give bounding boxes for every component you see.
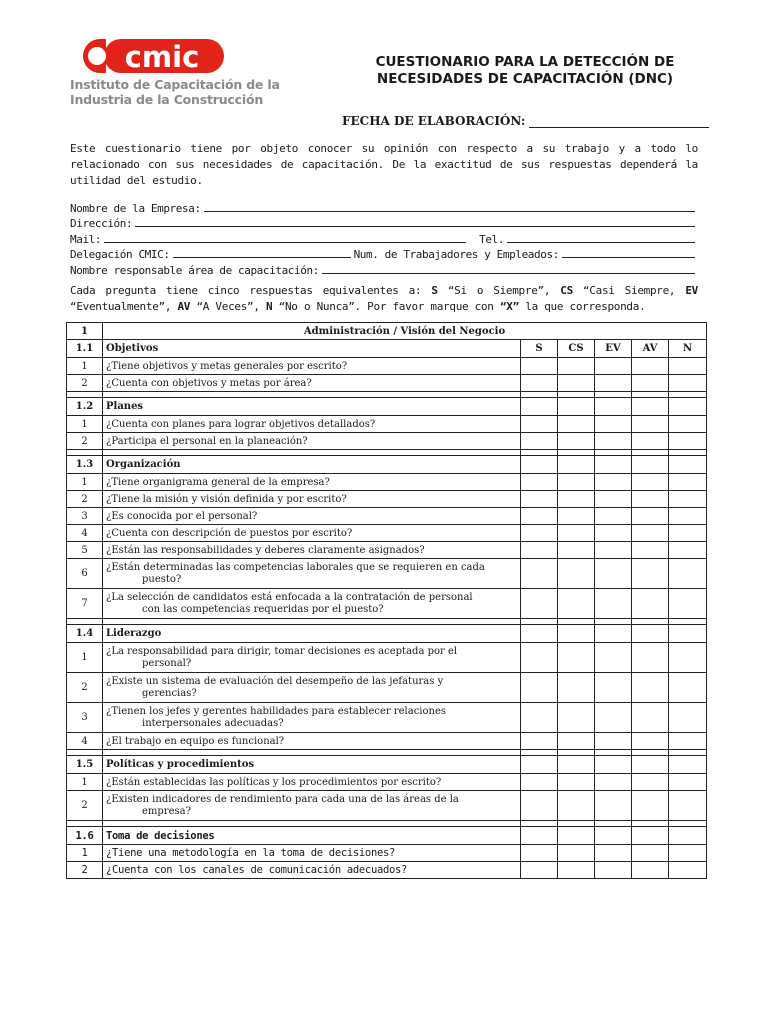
answer-cell-s[interactable]	[521, 791, 558, 821]
answer-cell-cs[interactable]	[558, 643, 595, 673]
section-label: Toma de decisiones	[103, 827, 521, 845]
question-text	[103, 416, 521, 433]
question-text-line-2: con las competencias requeridas por el puesto?	[142, 603, 384, 615]
question-text-line-1: ¿Existe un sistema de evaluación del desempeño de las jefaturas y	[106, 675, 444, 687]
answer-cell-av[interactable]	[632, 525, 669, 542]
field-responsable	[70, 261, 698, 277]
question-text	[103, 774, 521, 791]
answer-cell-av[interactable]	[632, 542, 669, 559]
answer-cell-cs[interactable]	[558, 416, 595, 433]
question-text-line-2: personal?	[142, 657, 192, 669]
question-number: 6	[67, 559, 103, 589]
option-header-cell: AV	[632, 340, 669, 358]
answer-cell-ev[interactable]	[595, 703, 632, 733]
answer-cell-av[interactable]	[632, 733, 669, 750]
answer-cell-cs[interactable]	[558, 433, 595, 450]
question-row	[67, 703, 707, 733]
fecha-label: FECHA DE ELABORACIÓN:	[342, 114, 526, 128]
answer-cell-n[interactable]	[669, 433, 707, 450]
answer-scale-instructions	[70, 283, 698, 315]
answer-cell-ev[interactable]	[595, 673, 632, 703]
answer-cell-av[interactable]	[632, 862, 669, 879]
answer-cell-cs[interactable]	[558, 559, 595, 589]
answer-cell-ev[interactable]	[595, 474, 632, 491]
field-trabajadores-line[interactable]	[562, 256, 695, 258]
title-line-2: NECESIDADES DE CAPACITACIÓN (DNC)	[376, 71, 674, 87]
field-direccion-line[interactable]	[135, 225, 695, 227]
answer-cell-ev[interactable]	[595, 774, 632, 791]
answer-cell-av[interactable]	[632, 643, 669, 673]
question-number: 4	[67, 525, 103, 542]
answer-cell-cs[interactable]	[558, 358, 595, 375]
answer-cell-ev[interactable]	[595, 525, 632, 542]
table-header-row	[67, 323, 707, 340]
answer-cell-ev[interactable]	[595, 358, 632, 375]
question-number: 1	[67, 474, 103, 491]
question-number: 1	[67, 358, 103, 375]
field-trabajadores-label: Num. de Trabajadores y Empleados:	[353, 248, 559, 261]
fecha-elaboracion	[342, 114, 709, 128]
question-number: 1	[67, 845, 103, 862]
intro-paragraph: Este cuestionario tiene por objeto conocer su opinión con respecto a su trabajo y a todo lo relacionado con sus necesidades de capacitación. De la exactitud de sus respuestas dependerá la utilidad del estudio.	[70, 142, 698, 187]
answer-cell-cs[interactable]	[558, 791, 595, 821]
answer-cell-n[interactable]	[669, 559, 707, 589]
option-header-cell: N	[669, 340, 707, 358]
answer-cell-s[interactable]	[521, 433, 558, 450]
section-header-row	[67, 456, 707, 474]
scale-av: AV	[177, 300, 191, 313]
header-title: Administración / Visión del Negocio	[103, 323, 707, 340]
answer-cell-ev[interactable]	[595, 589, 632, 619]
question-text-line-1: ¿Tiene una metodología en la toma de decisiones?	[106, 847, 396, 859]
answer-cell-av[interactable]	[632, 559, 669, 589]
question-text-line-1: ¿Tiene organigrama general de la empresa?	[106, 476, 330, 488]
section-number: 1.3	[67, 456, 103, 474]
answer-cell-n[interactable]	[669, 474, 707, 491]
question-row	[67, 589, 707, 619]
question-text	[103, 358, 521, 375]
question-row	[67, 416, 707, 433]
logo-line-1: Instituto de Capacitación de la	[70, 77, 280, 92]
answer-cell-s[interactable]	[521, 525, 558, 542]
answer-cell-ev[interactable]	[595, 416, 632, 433]
section-number: 1.2	[67, 398, 103, 416]
question-text	[103, 474, 521, 491]
answer-cell-n[interactable]	[669, 358, 707, 375]
option-header-cell	[521, 398, 558, 416]
question-number: 3	[67, 703, 103, 733]
question-text	[103, 733, 521, 750]
answer-cell-cs[interactable]	[558, 845, 595, 862]
logo-institution-name	[70, 77, 285, 107]
question-number: 5	[67, 542, 103, 559]
question-row	[67, 673, 707, 703]
section-number: 1.1	[67, 340, 103, 358]
answer-cell-cs[interactable]	[558, 375, 595, 392]
field-empresa	[70, 199, 698, 215]
answer-cell-cs[interactable]	[558, 474, 595, 491]
answer-cell-n[interactable]	[669, 542, 707, 559]
scale-end: la que corresponda.	[518, 300, 646, 313]
section-label: Objetivos	[103, 340, 521, 358]
answer-cell-n[interactable]	[669, 491, 707, 508]
question-row	[67, 375, 707, 392]
question-text	[103, 559, 521, 589]
question-row	[67, 862, 707, 879]
scale-cs-text: “Casi Siempre,	[572, 284, 686, 297]
questionnaire-body	[67, 323, 707, 879]
question-number: 2	[67, 862, 103, 879]
option-header-cell: CS	[558, 340, 595, 358]
answer-cell-s[interactable]	[521, 474, 558, 491]
question-row	[67, 525, 707, 542]
answer-cell-s[interactable]	[521, 416, 558, 433]
question-number: 1	[67, 416, 103, 433]
section-label: Planes	[103, 398, 521, 416]
answer-cell-av[interactable]	[632, 703, 669, 733]
answer-cell-ev[interactable]	[595, 862, 632, 879]
field-empresa-label: Nombre de la Empresa:	[70, 201, 201, 215]
answer-cell-cs[interactable]	[558, 703, 595, 733]
question-row	[67, 559, 707, 589]
section-header-row	[67, 756, 707, 774]
question-text	[103, 542, 521, 559]
answer-cell-s[interactable]	[521, 589, 558, 619]
option-header-cell	[521, 456, 558, 474]
option-header-cell	[669, 456, 707, 474]
field-mail-label: Mail:	[70, 232, 102, 246]
question-row	[67, 358, 707, 375]
question-text-line-1: ¿Tiene la misión y visión definida y por escrito?	[106, 493, 347, 505]
question-text	[103, 589, 521, 619]
scale-n: N	[266, 300, 273, 313]
cmic-logo	[70, 36, 285, 107]
answer-cell-s[interactable]	[521, 508, 558, 525]
option-header-cell	[632, 756, 669, 774]
answer-cell-av[interactable]	[632, 358, 669, 375]
question-number: 4	[67, 733, 103, 750]
answer-cell-s[interactable]	[521, 559, 558, 589]
page-title	[350, 54, 700, 88]
question-row	[67, 474, 707, 491]
option-header-cell	[632, 456, 669, 474]
answer-cell-s[interactable]	[521, 774, 558, 791]
option-header-cell	[558, 756, 595, 774]
option-header-cell	[521, 756, 558, 774]
question-text	[103, 791, 521, 821]
question-text-line-2: empresa?	[142, 805, 191, 817]
option-header-cell	[595, 625, 632, 643]
question-number: 2	[67, 491, 103, 508]
question-text	[103, 375, 521, 392]
option-header-cell	[558, 398, 595, 416]
answer-cell-cs[interactable]	[558, 733, 595, 750]
answer-cell-ev[interactable]	[595, 491, 632, 508]
scale-ev: EV	[685, 284, 698, 297]
header-number: 1	[67, 323, 103, 340]
answer-cell-ev[interactable]	[595, 791, 632, 821]
answer-cell-n[interactable]	[669, 375, 707, 392]
answer-cell-n[interactable]	[669, 589, 707, 619]
field-direccion-label: Dirección:	[70, 217, 133, 230]
question-text-line-1: ¿Tienen los jefes y gerentes habilidades para establecer relaciones	[106, 705, 447, 717]
question-text-line-1: ¿Cuenta con objetivos y metas por área?	[106, 377, 312, 389]
question-text-line-1: ¿Están establecidas las políticas y los procedimientos por escrito?	[106, 776, 442, 788]
answer-cell-av[interactable]	[632, 491, 669, 508]
answer-cell-cs[interactable]	[558, 508, 595, 525]
scale-ev-text: “Eventualmente”,	[70, 300, 178, 313]
field-mail-tel	[70, 230, 698, 246]
company-fields	[70, 199, 698, 277]
question-text-line-1: ¿La selección de candidatos está enfocada a la contratación de personal	[106, 591, 473, 603]
scale-x: “X”	[499, 300, 519, 313]
answer-cell-av[interactable]	[632, 375, 669, 392]
section-header-row	[67, 625, 707, 643]
field-tel-line[interactable]	[507, 241, 695, 243]
option-header-cell	[595, 756, 632, 774]
answer-cell-av[interactable]	[632, 791, 669, 821]
answer-cell-n[interactable]	[669, 733, 707, 750]
option-header-cell	[521, 625, 558, 643]
question-text-line-1: ¿Cuenta con los canales de comunicación adecuados?	[106, 864, 408, 876]
answer-cell-ev[interactable]	[595, 508, 632, 525]
question-text	[103, 491, 521, 508]
answer-cell-cs[interactable]	[558, 589, 595, 619]
option-header-cell	[632, 827, 669, 845]
answer-cell-cs[interactable]	[558, 491, 595, 508]
option-header-cell: S	[521, 340, 558, 358]
option-header-cell	[669, 398, 707, 416]
section-header-row	[67, 340, 707, 358]
question-number: 2	[67, 375, 103, 392]
answer-cell-n[interactable]	[669, 862, 707, 879]
question-row	[67, 643, 707, 673]
question-text	[103, 433, 521, 450]
answer-cell-ev[interactable]	[595, 643, 632, 673]
scale-s: S	[431, 284, 438, 297]
answer-cell-cs[interactable]	[558, 673, 595, 703]
answer-cell-ev[interactable]	[595, 559, 632, 589]
section-label: Organización	[103, 456, 521, 474]
answer-cell-av[interactable]	[632, 589, 669, 619]
question-text	[103, 703, 521, 733]
answer-cell-av[interactable]	[632, 673, 669, 703]
scale-cs: CS	[560, 284, 573, 297]
section-label: Políticas y procedimientos	[103, 756, 521, 774]
question-row	[67, 774, 707, 791]
answer-cell-cs[interactable]	[558, 774, 595, 791]
question-text-line-1: ¿Están las responsabilidades y deberes claramente asignados?	[106, 544, 425, 556]
scale-intro: Cada pregunta tiene cinco respuestas equivalentes a:	[70, 284, 432, 297]
field-delegacion-label: Delegación CMIC:	[70, 248, 170, 261]
question-text	[103, 845, 521, 862]
question-text-line-1: ¿Es conocida por el personal?	[106, 510, 258, 522]
answer-cell-s[interactable]	[521, 375, 558, 392]
question-text-line-2: gerencias?	[142, 687, 197, 699]
option-header-cell: EV	[595, 340, 632, 358]
answer-cell-s[interactable]	[521, 358, 558, 375]
question-text-line-1: ¿La responsabilidad para dirigir, tomar decisiones es aceptada por el	[106, 645, 458, 657]
logo-line-2: Industria de la Construcción	[70, 92, 264, 107]
logo-badge-text: cmic	[124, 40, 200, 74]
question-number: 2	[67, 791, 103, 821]
question-text	[103, 525, 521, 542]
question-row	[67, 542, 707, 559]
answer-cell-n[interactable]	[669, 791, 707, 821]
question-text	[103, 673, 521, 703]
field-direccion	[70, 215, 698, 231]
question-row	[67, 733, 707, 750]
answer-cell-n[interactable]	[669, 845, 707, 862]
option-header-cell	[521, 827, 558, 845]
answer-cell-n[interactable]	[669, 525, 707, 542]
answer-cell-cs[interactable]	[558, 542, 595, 559]
option-header-cell	[669, 756, 707, 774]
question-text-line-1: ¿Cuenta con planes para lograr objetivos detallados?	[106, 418, 376, 430]
answer-cell-s[interactable]	[521, 733, 558, 750]
answer-cell-s[interactable]	[521, 673, 558, 703]
option-header-cell	[669, 625, 707, 643]
option-header-cell	[632, 398, 669, 416]
question-text	[103, 508, 521, 525]
question-row	[67, 845, 707, 862]
field-mail-line[interactable]	[104, 241, 466, 243]
section-number: 1.5	[67, 756, 103, 774]
answer-cell-s[interactable]	[521, 643, 558, 673]
answer-cell-av[interactable]	[632, 433, 669, 450]
section-number: 1.4	[67, 625, 103, 643]
answer-cell-ev[interactable]	[595, 845, 632, 862]
scale-n-text: “No o Nunca”. Por favor marque con	[272, 300, 500, 313]
field-delegacion-trabajadores	[70, 246, 698, 262]
section-header-row	[67, 827, 707, 845]
question-row	[67, 433, 707, 450]
option-header-cell	[669, 827, 707, 845]
question-number: 2	[67, 673, 103, 703]
answer-cell-ev[interactable]	[595, 542, 632, 559]
answer-cell-s[interactable]	[521, 491, 558, 508]
option-header-cell	[632, 625, 669, 643]
scale-s-text: “Si o Siempre”,	[437, 284, 561, 297]
scale-av-text: “A Veces”,	[190, 300, 267, 313]
question-number: 2	[67, 433, 103, 450]
answer-cell-n[interactable]	[669, 703, 707, 733]
fecha-input-line[interactable]	[529, 115, 709, 128]
questionnaire-table	[66, 322, 707, 879]
answer-cell-n[interactable]	[669, 673, 707, 703]
answer-cell-cs[interactable]	[558, 862, 595, 879]
question-row	[67, 491, 707, 508]
question-text-line-1: ¿Están determinadas las competencias laborales que se requieren en cada	[106, 561, 485, 573]
section-label: Liderazgo	[103, 625, 521, 643]
question-text-line-2: interpersonales adecuadas?	[142, 717, 284, 729]
question-number: 1	[67, 643, 103, 673]
answer-cell-s[interactable]	[521, 845, 558, 862]
answer-cell-n[interactable]	[669, 508, 707, 525]
answer-cell-s[interactable]	[521, 862, 558, 879]
field-tel-label: Tel.	[479, 232, 505, 246]
answer-cell-s[interactable]	[521, 703, 558, 733]
option-header-cell	[558, 456, 595, 474]
question-text-line-1: ¿El trabajo en equipo es funcional?	[106, 735, 285, 747]
section-number: 1.6	[67, 827, 103, 845]
title-line-1: CUESTIONARIO PARA LA DETECCIÓN DE	[375, 54, 675, 70]
option-header-cell	[595, 398, 632, 416]
field-delegacion-line[interactable]	[173, 256, 351, 258]
answer-cell-s[interactable]	[521, 542, 558, 559]
question-number: 1	[67, 774, 103, 791]
field-responsable-label: Nombre responsable área de capacitación:	[70, 263, 319, 277]
question-text-line-1: ¿Tiene objetivos y metas generales por escrito?	[106, 360, 348, 372]
question-row	[67, 508, 707, 525]
field-responsable-line[interactable]	[322, 272, 695, 274]
answer-cell-ev[interactable]	[595, 375, 632, 392]
question-text-line-1: ¿Existen indicadores de rendimiento para cada una de las áreas de la	[106, 793, 459, 805]
answer-cell-n[interactable]	[669, 416, 707, 433]
answer-cell-av[interactable]	[632, 774, 669, 791]
option-header-cell	[558, 827, 595, 845]
answer-cell-ev[interactable]	[595, 733, 632, 750]
answer-cell-av[interactable]	[632, 845, 669, 862]
question-row	[67, 791, 707, 821]
option-header-cell	[595, 456, 632, 474]
answer-cell-av[interactable]	[632, 416, 669, 433]
question-text-line-2: puesto?	[142, 573, 182, 585]
question-number: 3	[67, 508, 103, 525]
question-text-line-1: ¿Cuenta con descripción de puestos por escrito?	[106, 527, 353, 539]
question-text	[103, 862, 521, 879]
cmic-logo-badge	[70, 36, 230, 76]
answer-cell-ev[interactable]	[595, 433, 632, 450]
answer-cell-av[interactable]	[632, 508, 669, 525]
answer-cell-n[interactable]	[669, 774, 707, 791]
question-number: 7	[67, 589, 103, 619]
option-header-cell	[595, 827, 632, 845]
field-empresa-line[interactable]	[204, 210, 695, 212]
option-header-cell	[558, 625, 595, 643]
answer-cell-cs[interactable]	[558, 525, 595, 542]
section-header-row	[67, 398, 707, 416]
question-text-line-1: ¿Participa el personal en la planeación?	[106, 435, 308, 447]
question-text	[103, 643, 521, 673]
answer-cell-n[interactable]	[669, 643, 707, 673]
answer-cell-av[interactable]	[632, 474, 669, 491]
